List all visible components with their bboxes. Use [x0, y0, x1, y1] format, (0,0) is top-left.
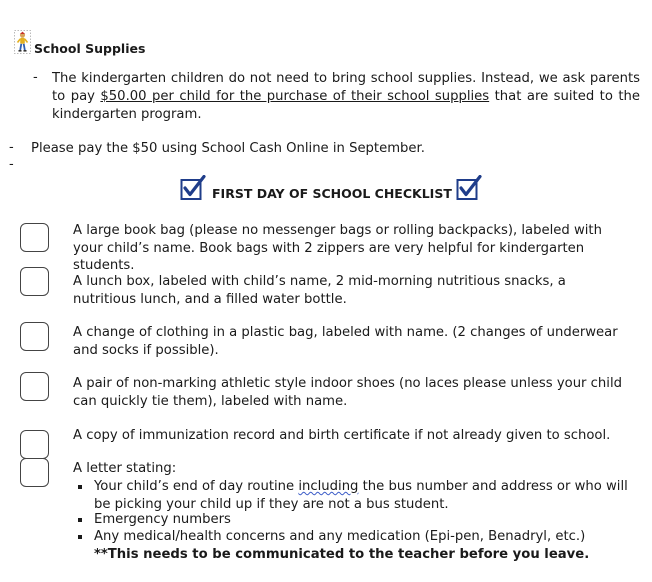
bullet-marker — [78, 518, 82, 522]
checked-box-icon — [180, 175, 208, 205]
routine-text-end: the bus number and address or who will be picking your child up if they are not a bus student. — [94, 479, 628, 512]
checklist-item-book-bag: A large book bag (please no messenger bags or rolling backpacks), labeled with your child’s name. Book bags with 2 zippers are very helpful for kindergarten students. — [73, 223, 602, 273]
dash-bullet-empty: - — [9, 157, 14, 172]
checklist-item-shoes: A pair of non-marking athletic style indoor shoes (no laces please unless your child can quickly tie them), labeled with name. — [73, 376, 622, 409]
student-figure-icon — [14, 30, 31, 58]
section-heading — [14, 30, 145, 58]
bullet-marker — [78, 535, 82, 539]
letter-point-text: Emergency numbers — [94, 512, 231, 527]
letter-point-text — [94, 528, 633, 563]
checklist-item-clothing: A change of clothing in a plastic bag, labeled with name. (2 changes of underwear and socks if possible). — [73, 325, 618, 358]
payment-note: Please pay the $50 using School Cash Online in September. — [31, 141, 425, 156]
supplies-paragraph — [52, 70, 640, 124]
checklist-checkbox[interactable] — [20, 267, 49, 296]
dash-bullet: - — [9, 140, 14, 155]
supplies-text: The kindergarten children do not need to bring school supplies. Instead, we ask parents to pay — [52, 71, 640, 104]
letter-point-routine — [78, 478, 633, 513]
medical-bold-note: **This needs to be communicated to the teacher before you leave. — [94, 546, 590, 562]
section-title: School Supplies — [34, 41, 146, 56]
checklist-checkbox[interactable] — [20, 458, 49, 487]
checklist-item-lunch: A lunch box, labeled with child’s name, 2 mid-morning nutritious snacks, a nutritious lunch, and a filled water bottle. — [73, 274, 566, 307]
supplies-text-end: that are suited to the kindergarten program. — [52, 89, 640, 122]
checked-box-icon — [456, 175, 484, 205]
checklist-checkbox[interactable] — [20, 430, 49, 459]
bullet-marker — [78, 485, 82, 489]
checklist-title — [180, 177, 484, 203]
letter-point-text — [94, 478, 633, 513]
medical-text: Any medical/health concerns and any medication (Epi-pen, Benadryl, etc.) — [94, 529, 586, 544]
checklist-item-records: A copy of immunization record and birth certificate if not already given to school. — [73, 428, 611, 443]
letter-point-emergency — [78, 511, 633, 529]
routine-flagged-word: including — [298, 479, 359, 494]
checklist-checkbox[interactable] — [20, 223, 49, 252]
checklist-checkbox[interactable] — [20, 322, 49, 351]
routine-text: Your child’s end of day routine — [94, 479, 299, 494]
supplies-underlined-text: $50.00 per child for the purchase of their school supplies — [100, 89, 490, 104]
dash-bullet: - — [33, 70, 38, 85]
checklist-checkbox[interactable] — [20, 372, 49, 401]
checklist-item-letter: A letter stating: — [73, 461, 177, 476]
letter-point-medical — [78, 528, 633, 563]
checklist-title-text: FIRST DAY OF SCHOOL CHECKLIST — [212, 185, 452, 201]
